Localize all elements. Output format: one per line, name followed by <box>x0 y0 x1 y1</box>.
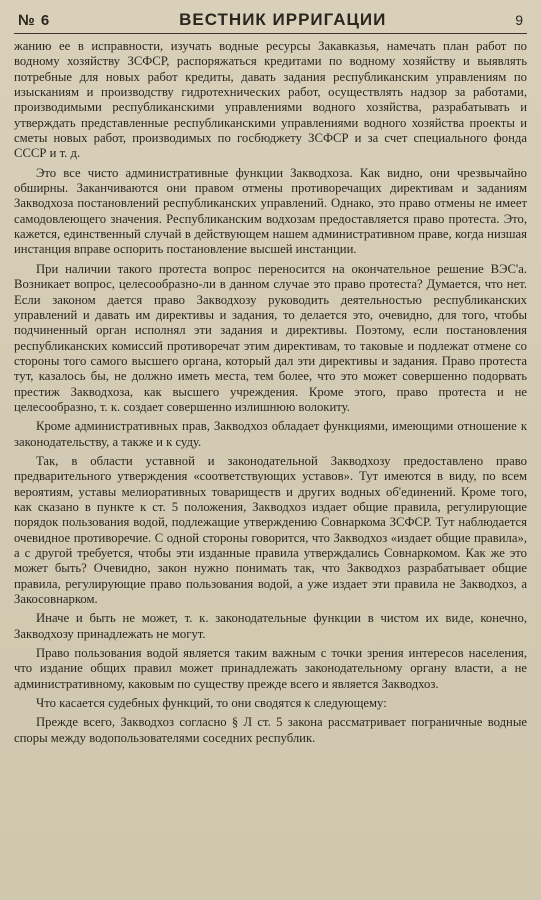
paragraph: Прежде всего, Закводхоз согласно § Л ст. 5 закона рассматривает пограничные водные споры между водопользователями соседних республик. <box>14 715 527 745</box>
paragraph: жанию ее в исправности, изучать водные ресурсы Закавказья, намечать план работ по водному хозяйству ЗСФСР, распоряжаться кредитами по водному хозяйству и выявлять потребные для новых работ кредиты, давать задания республиканским управлениям по изысканиям и производству гидротехнических работ, осуществлять надзор за работами, производимыми республиканскими управлениями водного хозяйства, разрабатывать и утверждать представленные республиканскими управлениями водного хозяйства проекты и сметы новых работ, производимых по госбюджету ЗСФСР и за счет специального фонда СССР и т. д. <box>14 39 527 161</box>
paragraph: Так, в области уставной и законодательной Закводхозу предоставлено право предварительного утверждения «соответствующих уставов». Тут имеются в виду, по всем вероятиям, уставы мелиоративных товариществ и других водных об'единений. Кроме того, как сказано в пункте к ст. 5 положения, Закводхоз издает общие правила, регулирующие порядок пользования водой, подлежащие утверждению Совнаркома ЗСФСР. Тут наблюдается очевидное противоречие. С одной стороны говорится, что Закводхоз «издает общие правила», а с другой требуется, чтобы эти изданные правила утверждались Совнаркомом. Как же это может быть? Очевидно, закон нужно понимать так, что Закводхоз разрабатывает общие правила, регулирующие право пользования водой, а уже издает эти правила не Закводхоз, а Закосовнарком. <box>14 453 527 607</box>
journal-title: ВЕСТНИК ИРРИГАЦИИ <box>179 10 387 29</box>
paragraph: При наличии такого протеста вопрос переносится на окончательное решение ВЭС'а. Возникает вопрос, целесообразно-ли в данном случае это право протеста? Думается, что нет. Если законом дается право Закводхозу руководить деятельностью республиканских управлений и давать им директивы и задания, то делается это, очевидно, для того, чтобы подчиненный орган исполнял эти задания и директивы. Поэтому, если постановления республиканских комиссий противоречат этим директивам, то таковые и подлежат отмене со стороны того самого высшего органа, который дал эти директивы и задания. Право протеста тут, казалось бы, не должно иметь места, тем более, что это может совершенно подорвать престиж Закводхоза, как высшего учреждения. Кроме этого, право протеста и не целесообразно, т. к. создает совершенно излишнюю волокиту. <box>14 261 527 414</box>
issue-number: № 6 <box>18 12 51 29</box>
paragraph: Кроме административных прав, Закводхоз обладает функциями, имеющими отношение к законодательству, а также и к суду. <box>14 419 527 449</box>
running-header <box>14 10 527 34</box>
page-number: 9 <box>515 12 523 28</box>
paragraph: Что касается судебных функций, то они сводятся к следующему: <box>36 696 387 711</box>
paragraph: Право пользования водой является таким важным с точки зрения интересов населения, что издание общих правил может принадлежать законодательному органу власти, а не административному, каковым по существу прежде всего и является Закводхоз. <box>14 646 527 691</box>
paragraph: Иначе и быть не может, т. к. законодательные функции в чистом их виде, конечно, Закводхозу принадлежать не могут. <box>14 611 527 641</box>
paragraph: Это все чисто административные функции Закводхоза. Как видно, они чрезвычайно обширны. Заканчиваются они правом отмены противоречащих директивам и заданиям Закводхоза постановлений республиканских управлений. Однако, это право отмены не имеет самодовлеющего значения. Республиканским водхозам предоставляется право протеста. Это, кажется, единственный случай в действующем нашем административном праве, когда низшая инстанция вправе оспорить постановление высшей инстанции. <box>14 165 527 257</box>
article-body <box>14 39 527 746</box>
